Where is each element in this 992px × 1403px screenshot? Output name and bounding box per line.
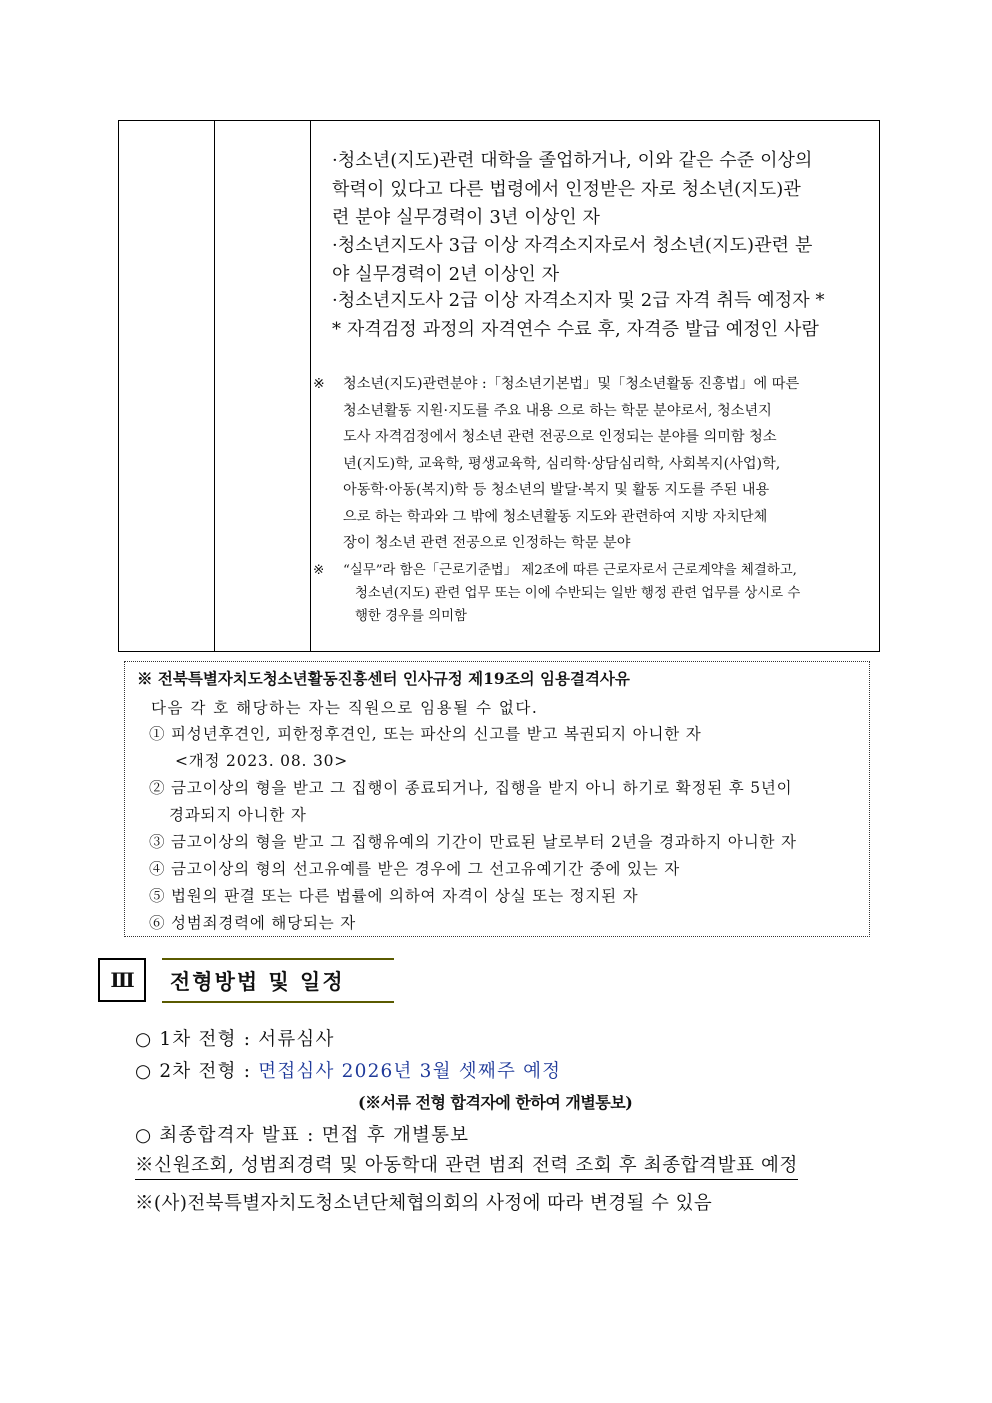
note-practice-definition: ※ “실무”라 함은「근로기준법」 제2조에 따른 근로자로서 근로계약을 체결하고, 청소년(지도) 관련 업무 또는 이에 수반되는 일반 행정 관련 업무를 상시로 수 행한 경우를 의미함: [313, 563, 801, 624]
schedule-final-announcement: ○ 최종합격자 발표 : 면접 후 개별통보: [135, 1125, 470, 1146]
section-rule-bottom: [162, 1001, 394, 1003]
background-check-note: ※신원조회, 성범죄경력 및 아동학대 관련 범죄 전력 조회 후 최종합격발표 예정: [135, 1151, 798, 1180]
qualification-table: [118, 120, 880, 652]
schedule-second-round: ○ 2차 전형 : 면접심사 2026년 3월 셋째주 예정: [135, 1061, 562, 1082]
section-number-box: Ⅲ: [98, 958, 146, 1002]
disqualification-intro: 다음 각 호 해당하는 자는 직원으로 임용될 수 없다.: [151, 699, 539, 717]
disqualification-item: ② 금고이상의 형을 받고 그 집행이 종료되거나, 집행을 받지 아니 하기로 확정된 후 5년이: [149, 779, 793, 797]
disqualification-item: ⑤ 법원의 판결 또는 다른 법률에 의하여 자격이 상실 또는 정지된 자: [149, 887, 639, 905]
section-title: 전형방법 및 일정: [170, 969, 345, 994]
note-youth-field: ※ 청소년(지도)관련분야 :「청소년기본법」및「청소년활동 진흥법」에 따른 청소년활동 지원·지도를 주요 내용 으로 하는 학문 분야로서, 청소년지 도사 자격검정에서 청소년 관련 전공으로 인정되는 분야를 의미함 청소 년(지도)학, 교육학, 평생교육학, 심리학·상담심리학, 사회복지(사업)학, 아동학·아동(복지)학 등 청소년의 발달·복지 및 활동 지도를 주된 내용 으로 하는 학과와 그 밖에 청소년활동 지도와 관련하여 지방 자치단체 장이 청소년 관련 전공으로 인정하는 학문 분야: [313, 376, 800, 551]
disqualification-box: [124, 661, 870, 937]
disqualification-item: ④ 금고이상의 형의 선고유예를 받은 경우에 그 선고유예기간 중에 있는 자: [149, 860, 680, 878]
section-rule-top: [162, 958, 394, 960]
schedule-second-round-value: 면접심사 2026년 3월 셋째주 예정: [258, 1061, 562, 1082]
qualification-item: ·청소년지도사 2급 이상 자격소지자 및 2급 자격 취득 예정자 * * 자격검정 과정의 자격연수 수료 후, 자격증 발급 예정인 사람: [332, 290, 825, 340]
schedule-change-note: ※(사)전북특별자치도청소년단체협의회의 사정에 따라 변경될 수 있음: [135, 1193, 713, 1214]
qualification-item: ·청소년지도사 3급 이상 자격소지자로서 청소년(지도)관련 분 야 실무경력이 2년 이상인 자: [332, 235, 813, 285]
table-column-divider: [214, 121, 215, 651]
qualification-item: ·청소년(지도)관련 대학을 졸업하거나, 이와 같은 수준 이상의 학력이 있다고 다른 법령에서 인정받은 자로 청소년(지도)관 련 분야 실무경력이 3년 이상인 자: [332, 150, 813, 228]
schedule-first-round: ○ 1차 전형 : 서류심사: [135, 1029, 335, 1050]
schedule-second-round-note: (※서류 전형 합격자에 한하여 개별통보): [358, 1093, 633, 1112]
disqualification-item: ① 피성년후견인, 피한정후견인, 또는 파산의 신고를 받고 복권되지 아니한 자: [149, 725, 702, 743]
disqualification-item: <개정 2023. 08. 30>: [175, 752, 349, 770]
disqualification-item: ⑥ 성범죄경력에 해당되는 자: [149, 914, 356, 932]
qualification-cell: [311, 121, 879, 651]
disqualification-title: ※ 전북특별자치도청소년활동진흥센터 인사규정 제19조의 임용결격사유: [137, 669, 630, 688]
disqualification-item: ③ 금고이상의 형을 받고 그 집행유예의 기간이 만료된 날로부터 2년을 경과하지 아니한 자: [149, 833, 797, 851]
disqualification-item: 경과되지 아니한 자: [169, 806, 307, 824]
